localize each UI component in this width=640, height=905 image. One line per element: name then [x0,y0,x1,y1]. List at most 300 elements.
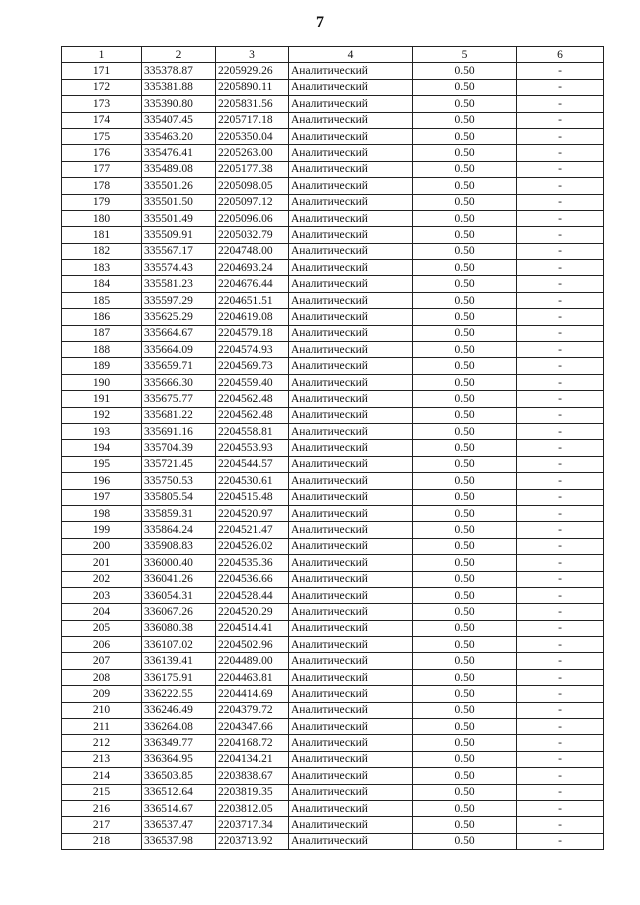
y-coordinate-cell: 2204347.66 [216,719,289,735]
y-coordinate-cell: 2205263.00 [216,145,289,161]
x-coordinate-cell: 336054.31 [142,587,216,603]
y-coordinate-cell: 2204530.61 [216,473,289,489]
point-number-cell: 217 [62,817,142,833]
accuracy-cell: 0.50 [413,817,517,833]
method-cell: Аналитический [289,587,413,603]
note-cell: - [517,833,604,849]
method-cell: Аналитический [289,784,413,800]
point-number-cell: 173 [62,96,142,112]
point-number-cell: 182 [62,243,142,259]
point-number-cell: 196 [62,473,142,489]
point-number-cell: 213 [62,751,142,767]
point-number-cell: 186 [62,309,142,325]
point-number-cell: 207 [62,653,142,669]
table-row [62,210,604,226]
point-number-cell: 177 [62,161,142,177]
accuracy-cell: 0.50 [413,260,517,276]
y-coordinate-cell: 2204134.21 [216,751,289,767]
y-coordinate-cell: 2204559.40 [216,374,289,390]
x-coordinate-cell: 335704.39 [142,440,216,456]
x-coordinate-cell: 335463.20 [142,128,216,144]
method-cell: Аналитический [289,210,413,226]
y-coordinate-cell: 2204521.47 [216,522,289,538]
point-number-cell: 179 [62,194,142,210]
x-coordinate-cell: 336041.26 [142,571,216,587]
table-header-row [62,47,604,63]
point-number-cell: 204 [62,604,142,620]
point-number-cell: 180 [62,210,142,226]
method-cell: Аналитический [289,79,413,95]
method-cell: Аналитический [289,620,413,636]
x-coordinate-cell: 335859.31 [142,505,216,521]
note-cell: - [517,407,604,423]
x-coordinate-cell: 335664.09 [142,342,216,358]
method-cell: Аналитический [289,391,413,407]
accuracy-cell: 0.50 [413,440,517,456]
y-coordinate-cell: 2203713.92 [216,833,289,849]
y-coordinate-cell: 2204574.93 [216,342,289,358]
note-cell: - [517,325,604,341]
accuracy-cell: 0.50 [413,407,517,423]
accuracy-cell: 0.50 [413,112,517,128]
y-coordinate-cell: 2204562.48 [216,391,289,407]
accuracy-cell: 0.50 [413,620,517,636]
y-coordinate-cell: 2204502.96 [216,637,289,653]
point-number-cell: 178 [62,178,142,194]
y-coordinate-cell: 2204514.41 [216,620,289,636]
y-coordinate-cell: 2204579.18 [216,325,289,341]
x-coordinate-cell: 336175.91 [142,669,216,685]
table-row [62,587,604,603]
accuracy-cell: 0.50 [413,751,517,767]
accuracy-cell: 0.50 [413,79,517,95]
x-coordinate-cell: 335625.29 [142,309,216,325]
note-cell: - [517,194,604,210]
accuracy-cell: 0.50 [413,686,517,702]
method-cell: Аналитический [289,735,413,751]
accuracy-cell: 0.50 [413,637,517,653]
y-coordinate-cell: 2204489.00 [216,653,289,669]
table-body [62,63,604,850]
point-number-cell: 192 [62,407,142,423]
accuracy-cell: 0.50 [413,587,517,603]
x-coordinate-cell: 335664.67 [142,325,216,341]
x-coordinate-cell: 335666.30 [142,374,216,390]
y-coordinate-cell: 2205032.79 [216,227,289,243]
table-row [62,358,604,374]
method-cell: Аналитический [289,292,413,308]
x-coordinate-cell: 335501.50 [142,194,216,210]
method-cell: Аналитический [289,571,413,587]
accuracy-cell: 0.50 [413,374,517,390]
accuracy-cell: 0.50 [413,833,517,849]
x-coordinate-cell: 336246.49 [142,702,216,718]
y-coordinate-cell: 2204463.81 [216,669,289,685]
method-cell: Аналитический [289,243,413,259]
table-row [62,505,604,521]
y-coordinate-cell: 2204379.72 [216,702,289,718]
header-cell-2: 2 [142,47,216,63]
coordinates-table [61,46,604,850]
accuracy-cell: 0.50 [413,473,517,489]
table-row [62,620,604,636]
note-cell: - [517,604,604,620]
accuracy-cell: 0.50 [413,178,517,194]
x-coordinate-cell: 336264.08 [142,719,216,735]
method-cell: Аналитический [289,538,413,554]
point-number-cell: 189 [62,358,142,374]
method-cell: Аналитический [289,178,413,194]
note-cell: - [517,358,604,374]
y-coordinate-cell: 2204526.02 [216,538,289,554]
method-cell: Аналитический [289,63,413,79]
x-coordinate-cell: 335509.91 [142,227,216,243]
accuracy-cell: 0.50 [413,243,517,259]
note-cell: - [517,489,604,505]
note-cell: - [517,735,604,751]
y-coordinate-cell: 2204168.72 [216,735,289,751]
method-cell: Аналитический [289,161,413,177]
note-cell: - [517,210,604,226]
table-row [62,260,604,276]
method-cell: Аналитический [289,751,413,767]
method-cell: Аналитический [289,800,413,816]
accuracy-cell: 0.50 [413,227,517,243]
table-row [62,538,604,554]
accuracy-cell: 0.50 [413,358,517,374]
point-number-cell: 199 [62,522,142,538]
y-coordinate-cell: 2203819.35 [216,784,289,800]
note-cell: - [517,342,604,358]
y-coordinate-cell: 2204520.29 [216,604,289,620]
method-cell: Аналитический [289,489,413,505]
table-row [62,637,604,653]
y-coordinate-cell: 2205890.11 [216,79,289,95]
y-coordinate-cell: 2204414.69 [216,686,289,702]
method-cell: Аналитический [289,358,413,374]
method-cell: Аналитический [289,817,413,833]
x-coordinate-cell: 335750.53 [142,473,216,489]
y-coordinate-cell: 2205929.26 [216,63,289,79]
accuracy-cell: 0.50 [413,63,517,79]
accuracy-cell: 0.50 [413,669,517,685]
table-row [62,833,604,849]
header-cell-4: 4 [289,47,413,63]
y-coordinate-cell: 2204562.48 [216,407,289,423]
y-coordinate-cell: 2204528.44 [216,587,289,603]
table-row [62,784,604,800]
y-coordinate-cell: 2205097.12 [216,194,289,210]
method-cell: Аналитический [289,604,413,620]
x-coordinate-cell: 336080.38 [142,620,216,636]
point-number-cell: 198 [62,505,142,521]
x-coordinate-cell: 336514.67 [142,800,216,816]
x-coordinate-cell: 336000.40 [142,555,216,571]
accuracy-cell: 0.50 [413,571,517,587]
x-coordinate-cell: 335691.16 [142,423,216,439]
method-cell: Аналитический [289,833,413,849]
note-cell: - [517,63,604,79]
table-row [62,161,604,177]
point-number-cell: 181 [62,227,142,243]
table-row [62,456,604,472]
y-coordinate-cell: 2205096.06 [216,210,289,226]
accuracy-cell: 0.50 [413,456,517,472]
note-cell: - [517,227,604,243]
table-row [62,309,604,325]
note-cell: - [517,653,604,669]
point-number-cell: 175 [62,128,142,144]
point-number-cell: 185 [62,292,142,308]
note-cell: - [517,112,604,128]
y-coordinate-cell: 2204515.48 [216,489,289,505]
note-cell: - [517,686,604,702]
note-cell: - [517,292,604,308]
point-number-cell: 205 [62,620,142,636]
table-row [62,276,604,292]
x-coordinate-cell: 335805.54 [142,489,216,505]
accuracy-cell: 0.50 [413,96,517,112]
table-row [62,79,604,95]
table-row [62,800,604,816]
method-cell: Аналитический [289,227,413,243]
note-cell: - [517,620,604,636]
x-coordinate-cell: 335864.24 [142,522,216,538]
y-coordinate-cell: 2204520.97 [216,505,289,521]
table-row [62,571,604,587]
table-row [62,719,604,735]
note-cell: - [517,145,604,161]
accuracy-cell: 0.50 [413,309,517,325]
accuracy-cell: 0.50 [413,342,517,358]
note-cell: - [517,243,604,259]
point-number-cell: 208 [62,669,142,685]
note-cell: - [517,473,604,489]
point-number-cell: 190 [62,374,142,390]
point-number-cell: 202 [62,571,142,587]
point-number-cell: 203 [62,587,142,603]
method-cell: Аналитический [289,260,413,276]
accuracy-cell: 0.50 [413,719,517,735]
note-cell: - [517,768,604,784]
y-coordinate-cell: 2203838.67 [216,768,289,784]
note-cell: - [517,587,604,603]
point-number-cell: 214 [62,768,142,784]
header-cell-6: 6 [517,47,604,63]
note-cell: - [517,161,604,177]
x-coordinate-cell: 335675.77 [142,391,216,407]
table-row [62,112,604,128]
y-coordinate-cell: 2204558.81 [216,423,289,439]
table-row [62,423,604,439]
table-row [62,669,604,685]
table-row [62,391,604,407]
point-number-cell: 216 [62,800,142,816]
method-cell: Аналитический [289,194,413,210]
point-number-cell: 215 [62,784,142,800]
point-number-cell: 200 [62,538,142,554]
method-cell: Аналитический [289,276,413,292]
y-coordinate-cell: 2205717.18 [216,112,289,128]
note-cell: - [517,555,604,571]
note-cell: - [517,817,604,833]
point-number-cell: 206 [62,637,142,653]
x-coordinate-cell: 335597.29 [142,292,216,308]
table-row [62,522,604,538]
accuracy-cell: 0.50 [413,505,517,521]
accuracy-cell: 0.50 [413,194,517,210]
table-row [62,96,604,112]
accuracy-cell: 0.50 [413,325,517,341]
point-number-cell: 209 [62,686,142,702]
x-coordinate-cell: 336107.02 [142,637,216,653]
x-coordinate-cell: 335390.80 [142,96,216,112]
method-cell: Аналитический [289,653,413,669]
x-coordinate-cell: 335581.23 [142,276,216,292]
table-row [62,342,604,358]
note-cell: - [517,309,604,325]
y-coordinate-cell: 2204536.66 [216,571,289,587]
table-row [62,407,604,423]
point-number-cell: 184 [62,276,142,292]
point-number-cell: 218 [62,833,142,849]
method-cell: Аналитический [289,686,413,702]
note-cell: - [517,702,604,718]
table-row [62,63,604,79]
method-cell: Аналитический [289,637,413,653]
accuracy-cell: 0.50 [413,538,517,554]
point-number-cell: 188 [62,342,142,358]
method-cell: Аналитический [289,128,413,144]
x-coordinate-cell: 335381.88 [142,79,216,95]
note-cell: - [517,538,604,554]
note-cell: - [517,800,604,816]
x-coordinate-cell: 336512.64 [142,784,216,800]
table-row [62,374,604,390]
x-coordinate-cell: 335721.45 [142,456,216,472]
note-cell: - [517,79,604,95]
method-cell: Аналитический [289,407,413,423]
accuracy-cell: 0.50 [413,128,517,144]
accuracy-cell: 0.50 [413,784,517,800]
method-cell: Аналитический [289,342,413,358]
y-coordinate-cell: 2204619.08 [216,309,289,325]
method-cell: Аналитический [289,473,413,489]
point-number-cell: 191 [62,391,142,407]
y-coordinate-cell: 2204535.36 [216,555,289,571]
y-coordinate-cell: 2204693.24 [216,260,289,276]
x-coordinate-cell: 336503.85 [142,768,216,784]
point-number-cell: 197 [62,489,142,505]
table-row [62,145,604,161]
method-cell: Аналитический [289,374,413,390]
table-row [62,702,604,718]
table-row [62,178,604,194]
y-coordinate-cell: 2203717.34 [216,817,289,833]
method-cell: Аналитический [289,325,413,341]
table-row [62,555,604,571]
accuracy-cell: 0.50 [413,161,517,177]
table-row [62,686,604,702]
note-cell: - [517,522,604,538]
note-cell: - [517,391,604,407]
method-cell: Аналитический [289,768,413,784]
x-coordinate-cell: 335659.71 [142,358,216,374]
accuracy-cell: 0.50 [413,604,517,620]
point-number-cell: 171 [62,63,142,79]
header-cell-3: 3 [216,47,289,63]
accuracy-cell: 0.50 [413,702,517,718]
note-cell: - [517,456,604,472]
method-cell: Аналитический [289,702,413,718]
x-coordinate-cell: 335574.43 [142,260,216,276]
table-row [62,194,604,210]
table-row [62,768,604,784]
accuracy-cell: 0.50 [413,800,517,816]
accuracy-cell: 0.50 [413,489,517,505]
table-row [62,473,604,489]
y-coordinate-cell: 2205098.05 [216,178,289,194]
method-cell: Аналитический [289,505,413,521]
point-number-cell: 176 [62,145,142,161]
y-coordinate-cell: 2204676.44 [216,276,289,292]
accuracy-cell: 0.50 [413,555,517,571]
x-coordinate-cell: 335908.83 [142,538,216,554]
note-cell: - [517,784,604,800]
x-coordinate-cell: 335567.17 [142,243,216,259]
page-number: 7 [316,14,324,31]
x-coordinate-cell: 335378.87 [142,63,216,79]
note-cell: - [517,571,604,587]
note-cell: - [517,637,604,653]
table-row [62,653,604,669]
method-cell: Аналитический [289,145,413,161]
y-coordinate-cell: 2203812.05 [216,800,289,816]
table-row [62,292,604,308]
table-row [62,489,604,505]
x-coordinate-cell: 336349.77 [142,735,216,751]
table-row [62,817,604,833]
note-cell: - [517,719,604,735]
x-coordinate-cell: 336222.55 [142,686,216,702]
x-coordinate-cell: 335501.49 [142,210,216,226]
point-number-cell: 210 [62,702,142,718]
note-cell: - [517,440,604,456]
table-row [62,227,604,243]
x-coordinate-cell: 336067.26 [142,604,216,620]
point-number-cell: 174 [62,112,142,128]
point-number-cell: 172 [62,79,142,95]
note-cell: - [517,374,604,390]
table-row [62,735,604,751]
method-cell: Аналитический [289,96,413,112]
y-coordinate-cell: 2204651.51 [216,292,289,308]
accuracy-cell: 0.50 [413,522,517,538]
accuracy-cell: 0.50 [413,210,517,226]
x-coordinate-cell: 335489.08 [142,161,216,177]
point-number-cell: 183 [62,260,142,276]
point-number-cell: 195 [62,456,142,472]
y-coordinate-cell: 2205350.04 [216,128,289,144]
note-cell: - [517,276,604,292]
point-number-cell: 194 [62,440,142,456]
x-coordinate-cell: 336364.95 [142,751,216,767]
x-coordinate-cell: 335681.22 [142,407,216,423]
method-cell: Аналитический [289,440,413,456]
x-coordinate-cell: 336537.47 [142,817,216,833]
method-cell: Аналитический [289,309,413,325]
note-cell: - [517,505,604,521]
